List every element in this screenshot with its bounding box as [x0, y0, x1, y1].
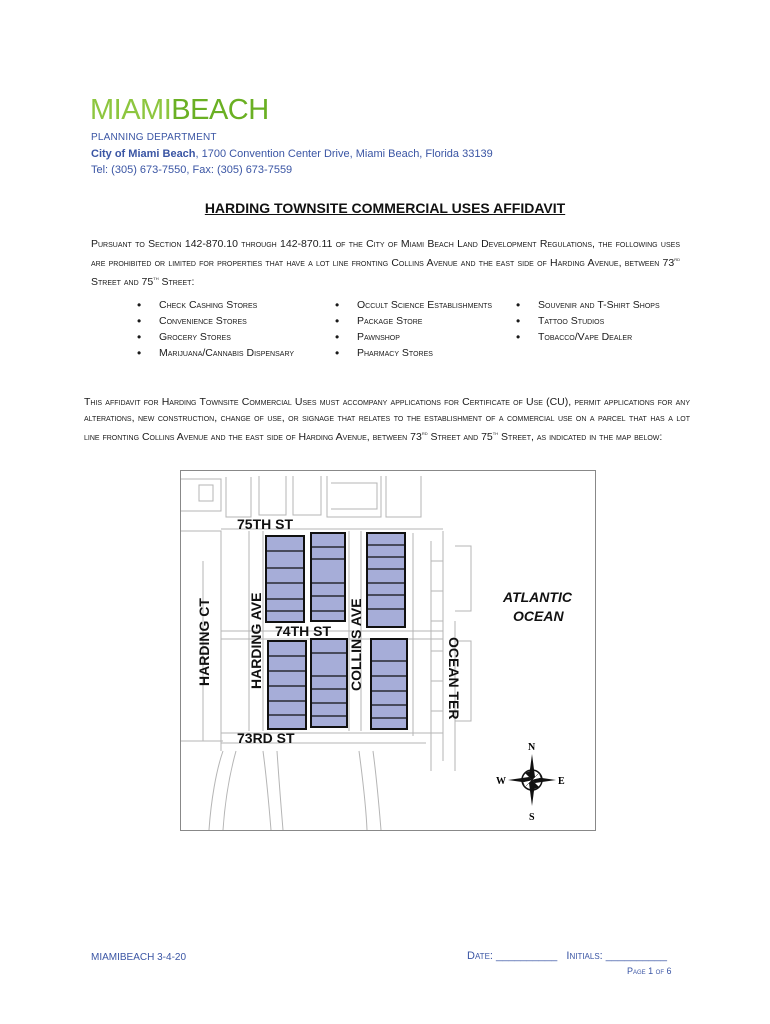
- department-name: PLANNING DEPARTMENT: [91, 132, 217, 143]
- parcel-block-harding-south: [268, 641, 306, 729]
- use-item: • Convenience Stores: [137, 313, 307, 329]
- affidavit-sup-1: rd: [421, 431, 428, 437]
- date-label: Date:: [467, 950, 493, 962]
- address-line: [91, 148, 493, 160]
- affidavit-sup-2: th: [492, 431, 499, 437]
- footer-code: MIAMIBEACH 3-4-20: [91, 952, 187, 963]
- date-field[interactable]: __________: [496, 950, 558, 962]
- parcel-block-harding-north: [266, 536, 304, 622]
- intro-text-c: Street:: [158, 276, 195, 288]
- label-74th-st: 74TH ST: [275, 623, 332, 639]
- label-75th-st: 75TH ST: [237, 516, 294, 532]
- uses-column-2: [335, 297, 495, 361]
- label-harding-ct: HARDING CT: [196, 598, 212, 686]
- parcel-block-collins-west-south: [311, 639, 347, 727]
- intro-sup-1: rd: [674, 257, 680, 263]
- use-item: • Package Store: [335, 313, 495, 329]
- document-title: HARDING TOWNSITE COMMERCIAL USES AFFIDAVIT: [204, 200, 566, 216]
- label-ocean-ter: OCEAN TER: [446, 637, 462, 720]
- compass-e: E: [558, 776, 565, 787]
- phone-line: Tel: (305) 673-7550, Fax: (305) 673-7559: [91, 164, 293, 176]
- affidavit-text-c: Street, as indicated in the map below:: [498, 431, 663, 443]
- district-map: [180, 470, 596, 831]
- intro-text-a: Pursuant to Section 142-870.10 through 142-870.11 of the City of Miami Beach Land Development Regulations, the following uses are prohibited or limited for properties that have a lot line fronting Collins Avenue and the east side of Harding Avenue, between 73: [91, 238, 680, 269]
- use-item: • Check Cashing Stores: [137, 297, 307, 313]
- compass-n: N: [528, 742, 536, 753]
- parcel-block-collins-west-north: [311, 533, 345, 621]
- intro-text-b: Street and 75: [91, 276, 154, 288]
- parcel-block-collins-east-north: [367, 533, 405, 627]
- label-harding-ave: HARDING AVE: [248, 592, 264, 689]
- label-73rd-st: 73RD ST: [237, 730, 295, 746]
- intro-paragraph: [91, 236, 680, 290]
- footer-signoff: [467, 950, 667, 962]
- initials-label: Initials:: [566, 950, 603, 962]
- use-item: • Pharmacy Stores: [335, 345, 495, 361]
- uses-column-1: [137, 297, 307, 361]
- page-number: Page 1 of 6: [627, 966, 672, 976]
- label-atlantic: ATLANTIC: [503, 589, 572, 605]
- miami-beach-logo: [90, 96, 269, 125]
- use-item: • Tobacco/Vape Dealer: [516, 329, 666, 345]
- use-item: • Pawnshop: [335, 329, 495, 345]
- compass-s: S: [529, 812, 535, 823]
- initials-field[interactable]: __________: [605, 950, 667, 962]
- label-ocean: OCEAN: [513, 608, 564, 624]
- intro-sup-2: th: [153, 276, 159, 282]
- logo-miami: MIAMI: [90, 94, 172, 126]
- use-item: • Grocery Stores: [137, 329, 307, 345]
- affidavit-text-b: Street and 75: [427, 431, 493, 443]
- parcel-block-collins-east-south: [371, 639, 407, 729]
- use-item: • Marijuana/Cannabis Dispensary: [137, 345, 307, 361]
- affidavit-paragraph: [84, 394, 690, 445]
- map-svg: [181, 471, 595, 830]
- compass-w: W: [496, 776, 506, 787]
- use-item: • Occult Science Establishments: [335, 297, 495, 313]
- street-address: , 1700 Convention Center Drive, Miami Beach, Florida 33139: [195, 148, 493, 160]
- label-collins-ave: COLLINS AVE: [348, 598, 364, 691]
- logo-beach: BEACH: [171, 94, 269, 126]
- use-item: • Souvenir and T-Shirt Shops: [516, 297, 666, 313]
- compass-rose-icon: [496, 742, 565, 823]
- uses-column-3: [516, 297, 666, 345]
- city-name: City of Miami Beach: [91, 148, 196, 160]
- use-item: • Tattoo Studios: [516, 313, 666, 329]
- affidavit-text-a: This affidavit for Harding Townsite Commercial Uses must accompany applications for Certificate of Use (CU), permit applications for any alterations, new construction, change of use, or signage that relates to the establishment of a commercial use on a parcel that has a lot line fronting Collins Avenue and the east side of Harding Avenue, between 73: [84, 396, 691, 443]
